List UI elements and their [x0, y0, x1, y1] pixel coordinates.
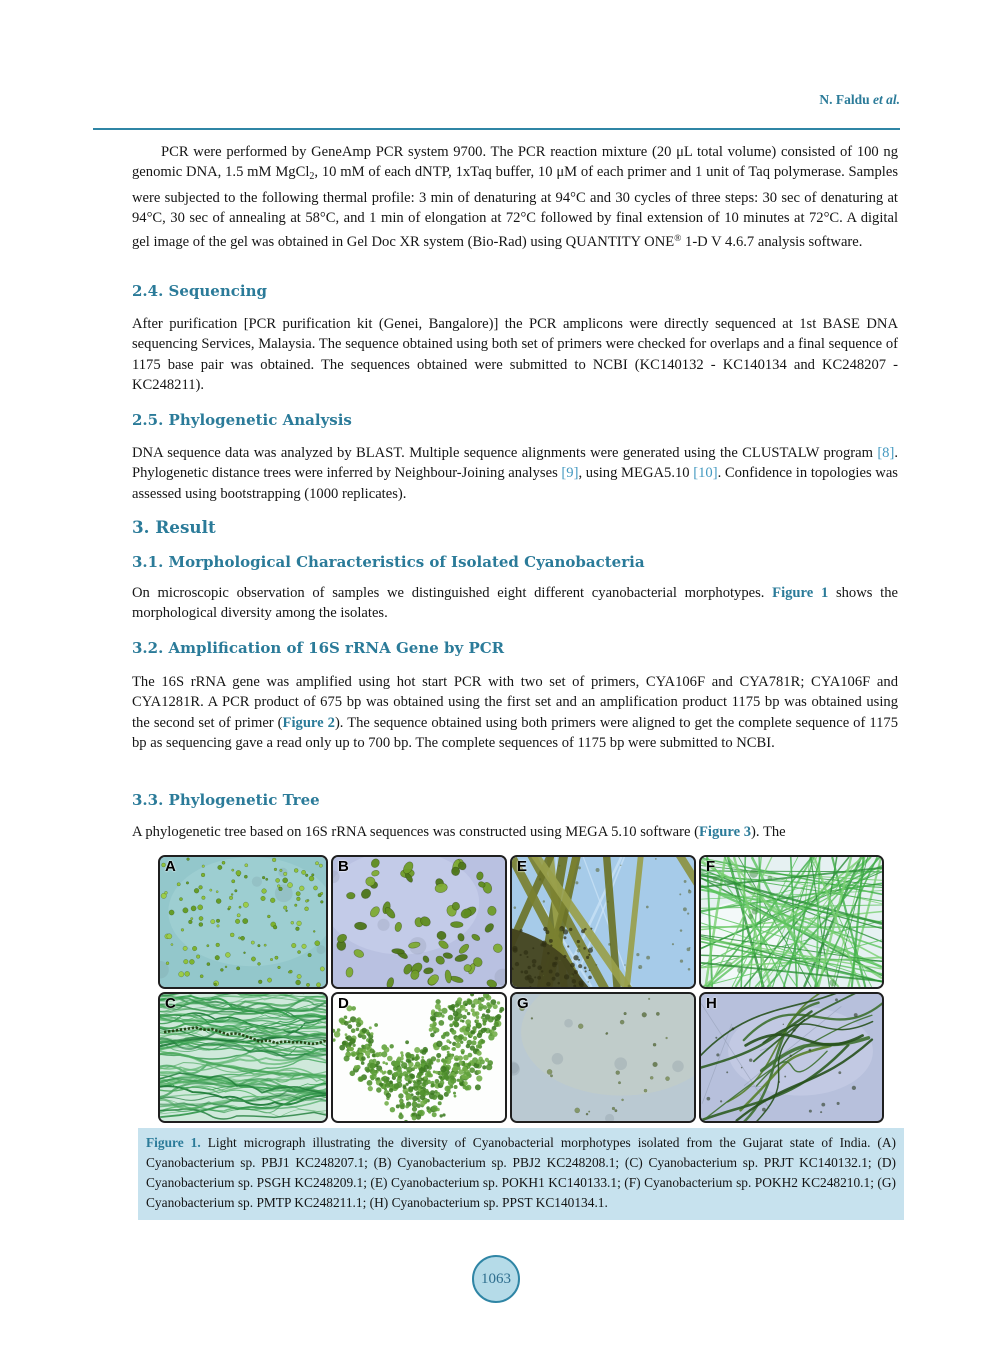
panel-label-b: B [338, 858, 349, 875]
text-run: On microscopic observation of samples we distinguished eight different cyanobacterial morphotypes. [132, 585, 773, 601]
heading-3-2-amplification: 3.2. Amplification of 16S rRNA Gene by PCR [132, 639, 505, 657]
figure-reference[interactable]: Figure 3 [699, 824, 752, 840]
micrograph-panel-f [699, 855, 884, 989]
panel-label-f: F [706, 858, 716, 875]
paragraph-sequencing [132, 314, 898, 396]
text-run: , 10 mM of each dNTP, 1xTaq buffer, 10 μM of each primer and 1 unit of Taq polymerase. Samples were subjected to the following thermal profile: 3 min of denaturing at 94°C and 30 cycles of three steps: 30 sec of denaturing at 94°C, 30 sec of annealing at 58°C, and 1 min of elongation at 72°C followed by final extension of 10 minutes at 72°C. A digital gel image of the gel was obtained in Gel Doc XR system (Bio-Rad) using QUANTITY ONE [132, 164, 898, 250]
text-run: PCR were performed by GeneAmp PCR system 9700. The PCR reaction mixture (20 μL total volume) consisted of 100 ng genomic DNA, 1.5 mM MgCl [132, 144, 898, 181]
panel-label-e: E [517, 858, 528, 875]
running-head-author: N. Faldu [819, 92, 870, 107]
page-content [132, 142, 898, 1292]
text-run: 2 [309, 171, 315, 183]
text-run: ® [674, 233, 682, 244]
micrograph-image-b [333, 857, 505, 987]
micrograph-panel-h [699, 992, 884, 1123]
figure-reference[interactable]: Figure 1 [772, 585, 829, 601]
text-run: A phylogenetic tree based on 16S rRNA sequences was constructed using MEGA 5.10 software ( [132, 824, 700, 840]
text-run: , using MEGA5.10 [578, 465, 694, 482]
page-number-badge [472, 1255, 520, 1303]
micrograph-image-h [701, 994, 882, 1121]
paragraph-amplification [132, 672, 898, 754]
page-number: 1063 [481, 1270, 511, 1287]
micrograph-panel-g [510, 992, 696, 1123]
heading-2-5-phylogenetic-analysis: 2.5. Phylogenetic Analysis [132, 411, 352, 429]
paragraph-morphological [132, 583, 898, 624]
text-run: After purification [PCR purification kit (Genei, Bangalore)] the PCR amplicons were directly sequenced at 1st BASE DNA sequencing Services, Malaysia. The sequence obtained using both set of primers were checked for overlaps and a final sequence of 1175 base pair was obtained. The sequences obtained were submitted to NCBI (KC140132 - KC140134 and KC248207 - KC248211). [132, 316, 898, 394]
figure-reference[interactable]: Figure 2 [282, 714, 335, 731]
heading-2-4-sequencing: 2.4. Sequencing [132, 282, 267, 300]
micrograph-panel-c [158, 992, 328, 1123]
micrograph-panel-e [510, 855, 696, 989]
panel-label-a: A [165, 858, 176, 875]
text-run: 1-D V 4.6.7 analysis software. [681, 233, 863, 250]
micrograph-image-f [701, 857, 882, 987]
panel-label-h: H [706, 995, 717, 1012]
micrograph-image-e [512, 857, 694, 987]
panel-label-g: G [517, 995, 529, 1012]
micrograph-image-d [333, 994, 505, 1121]
heading-3-3-phylogenetic-tree: 3.3. Phylogenetic Tree [132, 791, 320, 809]
figure-reference[interactable]: Figure 1. [146, 1135, 201, 1150]
citation-link[interactable]: [9] [561, 465, 579, 482]
text-run: . Phylogenetic distance trees were inferred by Neighbour-Joining analyses [132, 445, 898, 482]
text-run: DNA sequence data was analyzed by BLAST. Multiple sequence alignments were generated using the CLUSTALW program [132, 445, 878, 461]
micrograph-panel-d [331, 992, 507, 1123]
text-run: shows the morphological diversity among the isolates. [132, 585, 898, 622]
micrograph-image-a [160, 857, 326, 987]
paragraph-phylogenetic-analysis [132, 443, 898, 504]
panel-label-d: D [338, 995, 349, 1012]
figure-1-micrograph-grid [158, 855, 884, 1123]
paragraph-pcr-methods [132, 142, 898, 252]
citation-link[interactable]: [10] [693, 465, 718, 482]
micrograph-panel-b [331, 855, 507, 989]
text-run: ). The [751, 824, 786, 840]
text-run: Light micrograph illustrating the diversity of Cyanobacterial morphotypes isolated from the Gujarat state of India. (A) Cyanobacterium sp. PBJ1 KC248207.1; (B) Cyanobacterium sp. PBJ2 KC248208.1; (C) Cyanobacterium sp. PRJT KC140132.1; (D) Cyanobacterium sp. PSGH KC248209.1; (E) Cyanobacterium sp. POKH1 KC140133.1; (F) Cyanobacterium sp. POKH2 KC248210.1; (G) Cyanobacterium sp. PMTP KC248211.1; (H) Cyanobacterium sp. PPST KC140134.1. [146, 1135, 897, 1210]
text-run: . Confidence in topologies was assessed using bootstrapping (1000 replicates). [132, 465, 898, 502]
header-divider [93, 128, 900, 130]
running-head [819, 92, 900, 108]
text-run: The 16S rRNA gene was amplified using hot start PCR with two set of primers, CYA106F and CYA781R; CYA106F and CYA1281R. A PCR product of 675 bp was obtained using the first set and an amplification product 1175 bp was obtained using the second set of primer ( [132, 674, 898, 731]
heading-3-result: 3. Result [132, 517, 216, 537]
text-run: ). The sequence obtained using both primers were aligned to get the complete sequence of 1175 bp as sequencing gave a read only up to 700 bp. The complete sequences of 1175 bp were submitted to NCBI. [132, 714, 898, 752]
panel-label-c: C [165, 995, 176, 1012]
micrograph-panel-a [158, 855, 328, 989]
citation-link[interactable]: [8] [877, 445, 895, 461]
figure-1-caption [138, 1128, 904, 1220]
micrograph-image-g [512, 994, 694, 1121]
paragraph-phylogenetic-tree [132, 822, 898, 842]
heading-3-1-morphological: 3.1. Morphological Characteristics of Isolated Cyanobacteria [132, 553, 645, 571]
micrograph-image-c [160, 994, 326, 1121]
running-head-suffix: et al. [873, 92, 900, 107]
